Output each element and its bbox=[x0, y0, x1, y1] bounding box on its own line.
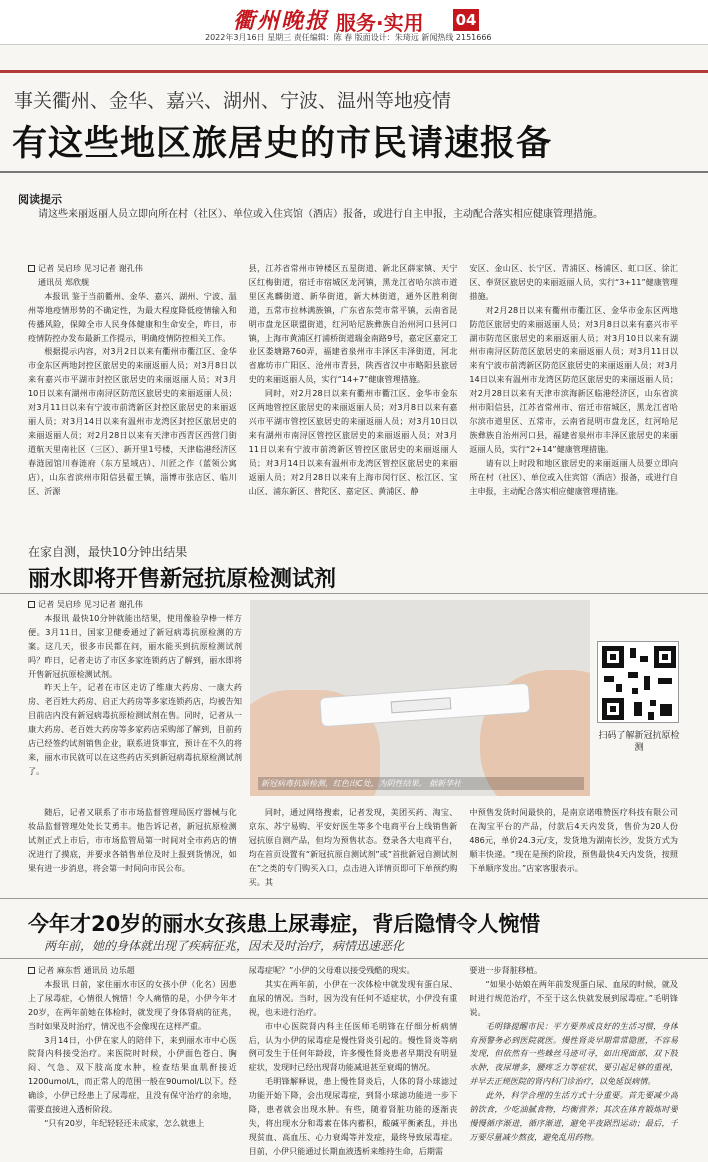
story2-col1 bbox=[28, 598, 242, 808]
paragraph: 毛明锋解释说，患上慢性肾炎后，人体的肾小球滤过功能开始下降，会出现尿毒症，到肾小球滤功能进一步下降，患者就会出现水肿。有些，随着肾脏功能的逐渐丧失，将出现水分和毒素在体内蓄积，酸碱平衡紊乱，并出现贫血、高血压、心力衰竭等并发症，最终导致尿毒症。目前，小伊只能通过长期血液透析来维持生命，后期需 bbox=[248, 1076, 458, 1156]
story2-subtitle: 在家自测，最快10分钟出结果 bbox=[28, 545, 188, 559]
paragraph: 要进一步肾脏移植。 bbox=[469, 965, 543, 975]
paragraph: 其实在两年前，小伊在一次体检中就发现有蛋白尿、血尿的情况。当时，因为没有任何不适症状，小伊没有重视，也未进行治疗。 bbox=[248, 978, 458, 1017]
paragraph: 随后，记者又联系了市市场监督管理局医疗器械与化妆品监督管理处处长艾勇丰。他告诉记者，新冠抗原检测试剂正式上市后，市市场监管局第一时间对全市药店的情况进行了摸底，并要求各销售单位及时上报到货情况，如果有进一步消息，将会第一时间向市民公布。 bbox=[28, 807, 237, 873]
byline: 记者 吴启珍 见习记者 谢孔伟 bbox=[28, 262, 237, 276]
story3-headline: 今年才20岁的丽水女孩患上尿毒症，背后隐情令人惋惜 bbox=[28, 912, 541, 936]
top-divider bbox=[0, 70, 708, 73]
paragraph: 安区、金山区、长宁区、青浦区、杨浦区、虹口区、徐汇区、奉贤区旅居史的来丽返丽人员，实行“3+11”健康管理措施。 bbox=[469, 263, 679, 301]
newspaper-logo: 衢州晚报 bbox=[233, 8, 330, 34]
box-icon bbox=[28, 601, 35, 608]
tips-paragraph: 此外，科学合理的生活方式十分重要。首先要减少高钠饮食，少吃油腻食物，均衡营养；其次在体育锻炼时要慢慢循序渐进，循序渐进，避免半夜剧烈运动；最后，千万要尽量减少熬夜，避免乱用药物。 bbox=[469, 1090, 679, 1142]
story2-col1-wrap bbox=[28, 598, 242, 808]
box-icon bbox=[28, 265, 35, 272]
story2-divider bbox=[0, 593, 708, 594]
byline: 记者 麻东哲 通讯员 边乐超 bbox=[28, 964, 237, 978]
story3-divider bbox=[0, 958, 708, 959]
paragraph: 3月14日，小伊在家人的陪伴下，来到丽水市中心医院肾内科接受治疗。来医院时时候，小伊面色苍白、胸闷、气急、双下肢高度水肿，检查结果血肌酐接近1200umol/L，而正常人的范围一般在90umol/L以下。经确诊，小伊已经患上了尿毒症，且没有保守治疗的余地，需要直接进入透析阶段。 bbox=[28, 1034, 237, 1115]
story1-body bbox=[28, 262, 678, 524]
masthead-info: 2022年3月16日 星期三 责任编辑：陈 春 版面设计：朱琦远 新闻热线 2151666 bbox=[205, 33, 492, 42]
story1-headline: 有这些地区旅居史的市民请速报备 bbox=[12, 124, 553, 164]
headline-divider bbox=[0, 171, 708, 173]
paragraph: 根据提示内容，对3月2日以来有衢州市衢江区、金华市金东区两地封控区旅居史的来丽返丽人员；对3月8日以来有嘉兴市平湖市封控区旅居史的来丽返丽人员；对3月10日以来有湖州市南浔区防范区旅居史的来丽返丽人员；对3月11日以来有宁波市前湾新区封控区旅居史的来丽返丽人员；对3月14日以来有温州市龙湾区封控区旅居史的来丽返丽人员；对2月28日以来有天津市西青区西营门街道航天里南社区（三区）、新开里1号楼，天津临港经济区春涟园馆川春涟府（东方星域店）、川匠之作（蓝领公寓店），山东省滨州市阳信县翟王镇，淄博市张店区、临川区、沂源 bbox=[28, 346, 237, 496]
story1-col2 bbox=[249, 262, 458, 524]
paragraph: 对2月28日以来有衢州市衢江区、金华市金东区两地防范区旅居史的来丽返丽人员；对3月8日以来有嘉兴市平湖市防范区旅居史的来丽返丽人员；对3月10日以来有湖州市南浔区防范区旅居史的来丽返丽人员；对3月11日以来有宁波市前湾新区防范区旅居史的来丽返丽人员；对3月14日以来有温州市龙湾区防范区旅居史的来丽返丽人员；对2月28日以来有天津市滨海新区临港经济区，山东省滨州市阳信县，江苏省常州市、宿迁市宿城区，黑龙江省哈尔滨市道里区、五常市，云南省昆明市盘龙区，红河哈尼族彝族自治州河口县，福建省泉州市丰泽区旅居史的来丽返丽人员，实行“2+14”健康管理措施。 bbox=[469, 304, 679, 454]
story1-col3 bbox=[469, 262, 678, 524]
story2-col3 bbox=[469, 806, 678, 892]
story3-top-divider bbox=[0, 898, 708, 899]
story2-col1-bottom bbox=[28, 806, 237, 892]
page-number: 04 bbox=[453, 9, 479, 31]
paragraph: 本报讯 日前，家住丽水市区的女孩小伊（化名）因患上了尿毒症，心情很人惋惜！令人痛惜的是，小伊今年才20岁，在两年前她在体检时，就发现了身体肾病的征兆，当时如果及时治疗，情况也不会像现在这样严重。 bbox=[28, 978, 237, 1031]
guide-label: 阅读提示 bbox=[18, 193, 62, 206]
story3-subtitle: 两年前，她的身体就出现了疾病征兆，因未及时治疗，病情迅速恶化 bbox=[44, 939, 405, 953]
qr-caption: 扫码了解新冠抗原检测 bbox=[598, 731, 680, 753]
byline: 通讯员 郑欣舰 bbox=[38, 276, 90, 287]
photo-caption: 新冠病毒抗原检测，红色出C处，为阴性结果。 据新华社 bbox=[258, 777, 584, 790]
paragraph: 昨天上午，记者在市区走访了维康大药房、一康大药房、老百姓大药房、启正大药房等多家连锁药店，均被告知目前店内没有新冠病毒抗原检测试剂在售。同时，记者从一康大药房、老百姓大药房等多家药店采购部了解到，目前药店已经签约试剂销售企业，联系进货事宜，预计在不久的将来，丽水市民就可以在这些药店买到新冠病毒抗原检测试剂了。 bbox=[28, 682, 242, 776]
paragraph: 尿毒症呢？”小伊的父母难以接受残酷的现实。 bbox=[248, 965, 415, 975]
box-icon bbox=[28, 967, 35, 974]
qr-code[interactable] bbox=[597, 641, 679, 723]
paragraph: 县，江苏省常州市钟楼区五星街道、新北区薛家镇、天宁区红梅街道，宿迁市宿城区龙河镇，黑龙江省哈尔滨市道里区兆麟街道、新华街道，新大林街道，通外区胜利街道，五常市拉林满族镇，广东省东莞市常平镇，云南省昆明市盘龙区联盟街道，红河哈尼族彝族自治州河口县河口镇，上海市黄浦区打浦桥街道瑞金南路9号，嘉定区嘉定工业区娄塘路760弄，福建省泉州市丰泽区丰泽街道，河北省廊坊市广阳区、沧州市青县，陕西省汉中市略阳县旅居史的来丽返丽人员，实行“14+7”健康管理措施。 bbox=[248, 263, 458, 385]
story2-col2 bbox=[249, 806, 458, 892]
paragraph: “只有20岁，年纪轻轻还未成家，怎么就患上 bbox=[44, 1117, 205, 1128]
paragraph: “如果小姑娘在两年前发现蛋白尿、血尿的时候，就及时进行规范治疗，不至于这么快就发展到尿毒症。”毛明锋说。 bbox=[469, 978, 679, 1017]
byline: 记者 吴启珍 见习记者 谢孔伟 bbox=[28, 598, 242, 612]
paragraph: 本报讯 最快10分钟就能出结果，使用像验孕棒一样方便。3月11日，国家卫健委通过了新冠病毒抗原检测的方案。这几天，很多市民都在问，丽水能买到抗原检测试剂吗？昨日，记者走访了市区多家连锁药店了解到，丽水即将开售新冠抗原检测试剂。 bbox=[28, 612, 242, 679]
story3-col1 bbox=[28, 964, 237, 1158]
paragraph: 同时，对2月28日以来有衢州市衢江区、金华市金东区两地管控区旅居史的来丽返丽人员；对3月8日以来有嘉兴市平湖市管控区旅居史的来丽返丽人员；对3月10日以来有湖州市南浔区管控区旅居史的来丽返丽人员；对3月11日以来有宁波市前湾新区管控区旅居史的来丽返丽人员；对3月14日以来有温州市龙湾区管控区旅居史的来丽返丽人员；对2月28日以来有上海市闵行区、松江区、宝山区、浦东新区、普陀区、嘉定区、黄浦区、静 bbox=[248, 388, 458, 496]
paragraph: 同时，通过网络搜索，记者发现，美团买药、淘宝、京东、苏宁易购、平安好医生等多个电商平台上线销售新冠抗原自测产品，但均为预售状态。登录各大电商平台，均在首页设置有“新冠抗原自测试剂”或“首批新冠自测试剂在”之类的专门购买入口，点击进入详情页即可下单预约购买。其 bbox=[248, 807, 458, 887]
paragraph: 请有以上时段和地区旅居史的来丽返丽人员要立即向所在村（社区）、单位或入住宾馆（酒店）报备，或进行自主申报，主动配合落实相应健康管理措施。 bbox=[469, 457, 679, 496]
story1-kicker: 事关衢州、金华、嘉兴、湖州、宁波、温州等地疫情 bbox=[14, 90, 452, 112]
tips-paragraph: 毛明锋提醒市民：平方要养成良好的生活习惯，身体有预警务必到医院就医。慢性肾炎早期常常隐匿，不容易发现，但依然有一些蛛丝马迹可寻，如出现面部、双下肢水肿，夜尿增多，腰疼乏力等症状，要引起足够的重视，并早去正规医院的肾内科门诊治疗，以免延误病情。 bbox=[469, 1020, 679, 1087]
paragraph: 市中心医院肾内科主任医师毛明锋在仔细分析病情后，认为小伊的尿毒症是慢性肾炎引起的。慢性肾炎等病例可发生于任何年龄段，许多慢性肾炎患者早期没有明显症状，发现时已经出现肾功能减退甚至衰竭的情况。 bbox=[248, 1020, 458, 1073]
guide-text: 请这些来丽返丽人员立即向所在村（社区）、单位或入住宾馆（酒店）报备，或进行自主申报，主动配合落实相应健康管理措施。 bbox=[38, 209, 603, 220]
story3-col2 bbox=[249, 964, 458, 1158]
story3-body bbox=[28, 964, 678, 1158]
result-window bbox=[391, 697, 452, 713]
test-kit-photo bbox=[250, 600, 590, 796]
story2-headline: 丽水即将开售新冠抗原检测试剂 bbox=[28, 567, 337, 592]
masthead bbox=[0, 0, 708, 45]
story2-lower bbox=[28, 806, 678, 892]
section-title: 服务·实用 bbox=[336, 11, 424, 35]
story1-col1 bbox=[28, 262, 237, 524]
story3-col3 bbox=[469, 964, 678, 1158]
paragraph: 本报讯 鉴于当前衢州、金华、嘉兴、湖州、宁波、温州等地疫情形势的不确定性，为最大程度降低疫情输入和传播风险，保障全市人民身体健康和生命安全，昨日，市疫情防控办发布最新工作提示，明确疫情防控相关工作。 bbox=[28, 290, 237, 343]
paragraph: 中预售发货时间最快的，是南京诺唯赞医疗科技有限公司在淘宝平台的产品，付款后4天内发货，售价为20人份486元，单价24.3元/支，发货地为湖南长沙，发货方式为顺丰快递。“现在是预约阶段，预售最快4天内发货，按照下单顺序发出。”店家客服表示。 bbox=[469, 807, 679, 873]
